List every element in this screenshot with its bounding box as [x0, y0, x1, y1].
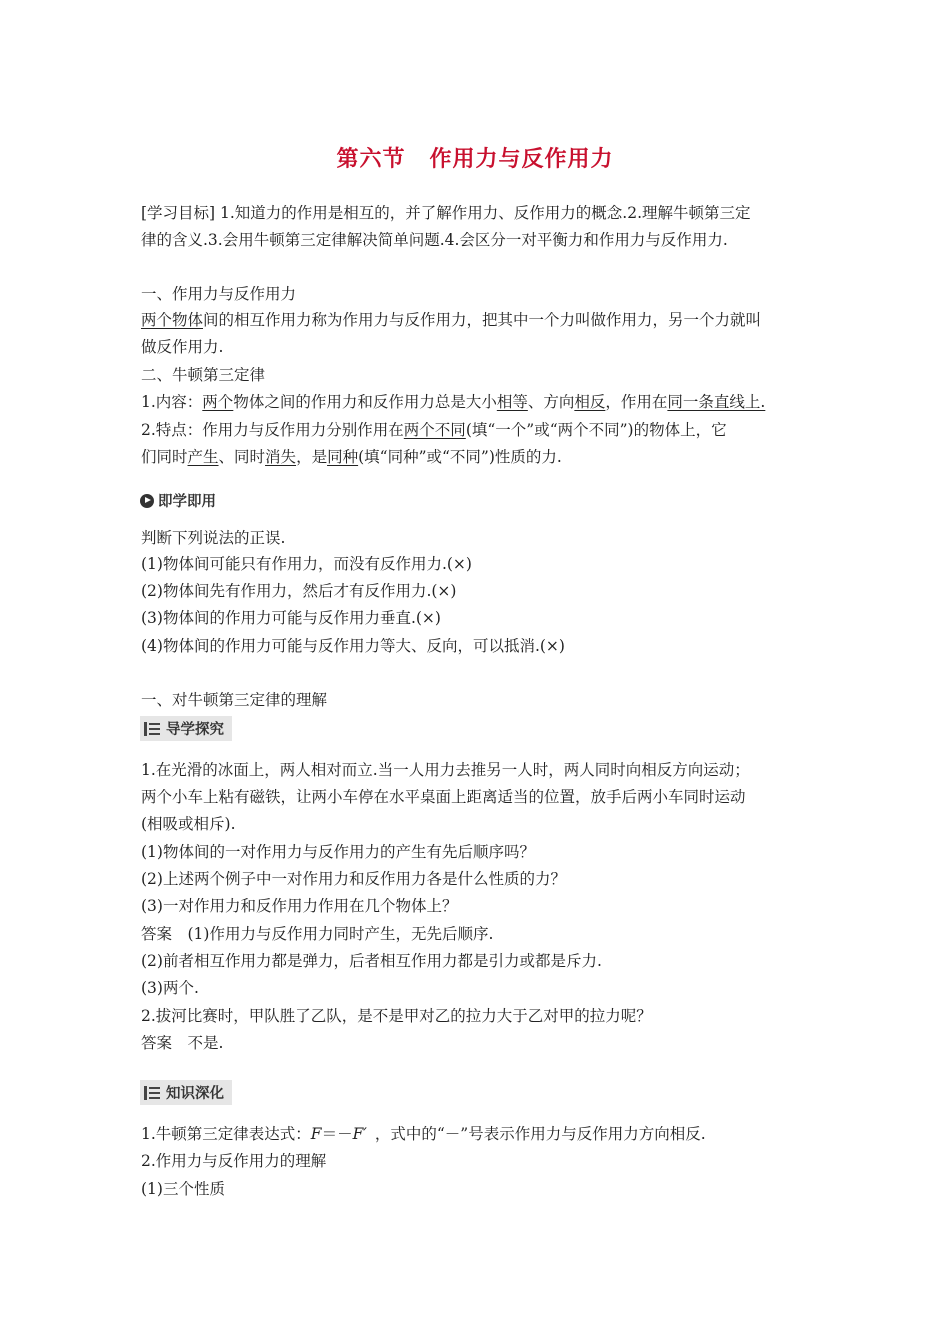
learning-goals-line-2: 律的含义.3.会用牛顿第三定律解决简单问题.4.会区分一对平衡力和作用力与反作用力.: [141, 231, 728, 249]
explore-line-8: (2)前者相互作用力都是弹力，后者相互作用力都是引力或都是斥力.: [141, 952, 602, 970]
text: 2.特点：作用力与反作用力分别作用在: [141, 421, 404, 439]
section2-feature-line-1: [141, 420, 727, 440]
section2-heading: 二、牛顿第三定律: [141, 366, 266, 384]
deepen-heading: 知识深化: [166, 1086, 224, 1102]
deepen-line-3: (1)三个性质: [141, 1180, 225, 1198]
part1-heading: 一、对牛顿第三定律的理解: [141, 691, 328, 709]
explore-line-6: (3)一对作用力和反作用力作用在几个物体上？: [141, 897, 458, 915]
explore-header: [140, 716, 232, 741]
deepen-header: [140, 1080, 232, 1105]
text: 们同时: [141, 448, 188, 466]
blank-answer: 同种: [327, 448, 359, 466]
practice-item-3: (3)物体间的作用力可能与反作用力垂直.(×): [141, 609, 441, 627]
section2-content-line: [141, 392, 765, 412]
deepen-line-2: 2.作用力与反作用力的理解: [141, 1152, 327, 1170]
blank-answer: 两个: [202, 393, 234, 411]
practice-item-1: (1)物体间可能只有作用力，而没有反作用力.(×): [141, 555, 472, 573]
title-section-number: 第六节: [336, 147, 406, 172]
explore-line-1: 1.在光滑的冰面上，两人相对而立.当一人用力去推另一人时，两人同时向相反方向运动；: [141, 761, 750, 779]
learning-goals-line-1: [学习目标] 1.知道力的作用是相互的，并了解作用力、反作用力的概念.2.理解牛顿第三定: [141, 204, 751, 222]
play-circle-icon: [140, 494, 154, 508]
explore-line-2: 两个小车上粘有磁铁，让两小车停在水平桌面上距离适当的位置，放手后两小车同时运动: [141, 788, 746, 806]
blank-answer: 消失: [265, 448, 297, 466]
practice-header: [140, 490, 216, 511]
section1-line-2: 做反作用力.: [141, 338, 224, 356]
text: ，式中的“－”号表示作用力与反作用力方向相反.: [374, 1125, 706, 1143]
section1-line-1: [141, 310, 761, 330]
text: (填“同种”或“不同”)性质的力.: [358, 448, 562, 466]
list-bars-icon: [144, 722, 160, 736]
text: ，作用在: [605, 393, 668, 411]
explore-label-box: [140, 716, 232, 741]
formula-symbol: F: [310, 1125, 322, 1143]
practice-heading: 即学即用: [158, 494, 216, 510]
practice-item-4: (4)物体间的作用力可能与反作用力等大、反向，可以抵消.(×): [141, 637, 565, 655]
text: (填“一个”或“两个不同”)的物体上，它: [465, 421, 727, 439]
text: 间的相互作用力称为作用力与反作用力，把其中一个力叫做作用力，另一个力就叫: [203, 311, 762, 329]
deepen-label-box: [140, 1080, 232, 1105]
explore-line-4: (1)物体间的一对作用力与反作用力的产生有先后顺序吗？: [141, 843, 535, 861]
deepen-line-1: [141, 1124, 706, 1144]
explore-line-10: 2.拔河比赛时，甲队胜了乙队，是不是甲对乙的拉力大于乙对甲的拉力呢？: [141, 1007, 652, 1025]
explore-line-9: (3)两个.: [141, 979, 199, 997]
explore-line-5: (2)上述两个例子中一对作用力和反作用力各是什么性质的力？: [141, 870, 566, 888]
section2-feature-line-2: [141, 447, 562, 467]
blank-answer: 相反: [574, 393, 606, 411]
explore-heading: 导学探究: [166, 722, 224, 738]
text: 、同时: [218, 448, 266, 466]
practice-item-2: (2)物体间先有作用力，然后才有反作用力.(×): [141, 582, 457, 600]
list-bars-icon: [144, 1086, 160, 1100]
explore-line-3: (相吸或相斥).: [141, 815, 236, 833]
text: 1.内容：: [141, 393, 203, 411]
text: ，是: [296, 448, 328, 466]
text: 物体之间的作用力和反作用力总是大小: [233, 393, 497, 411]
section1-heading: 一、作用力与反作用力: [141, 285, 297, 303]
blank-answer: 产生: [187, 448, 219, 466]
text: 、方向: [527, 393, 575, 411]
formula-operator: ＝－: [321, 1125, 353, 1143]
blank-answer: 两个不同: [403, 421, 466, 439]
text: 1.牛顿第三定律表达式：: [141, 1125, 311, 1143]
page-title: [0, 142, 950, 173]
blank-answer: 同一条直线上.: [667, 393, 766, 411]
blank-answer: 相等: [496, 393, 528, 411]
practice-intro: 判断下列说法的正误.: [141, 529, 286, 547]
explore-line-7: 答案 (1)作用力与反作用力同时产生，无先后顺序.: [141, 925, 494, 943]
explore-line-11: 答案 不是.: [141, 1034, 224, 1052]
formula-symbol: F′: [352, 1125, 367, 1143]
blank-answer: 两个物体: [141, 311, 204, 329]
title-text: 作用力与反作用力: [429, 147, 614, 172]
